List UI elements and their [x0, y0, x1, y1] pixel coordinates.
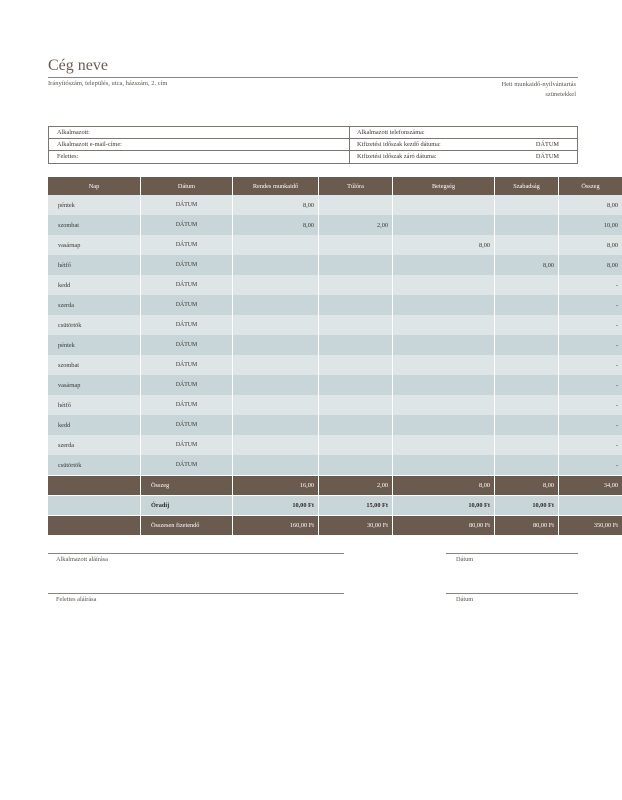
- vacation-hours-cell[interactable]: [495, 275, 559, 295]
- vacation-hours-cell[interactable]: 8,00: [495, 255, 559, 275]
- date-cell[interactable]: DÁTUM: [141, 275, 233, 295]
- vacation-hours-cell[interactable]: [495, 415, 559, 435]
- day-cell: hétfő: [48, 395, 141, 415]
- employee-date-label: Dátum: [456, 556, 474, 563]
- day-cell: hétfő: [48, 255, 141, 275]
- rate-row: [48, 495, 622, 515]
- header-divider: [48, 77, 578, 78]
- row-total-cell: -: [559, 415, 622, 435]
- sick-hours-cell[interactable]: [393, 275, 495, 295]
- day-cell: vasárnap: [48, 375, 141, 395]
- date-cell[interactable]: DÁTUM: [141, 235, 233, 255]
- employee-email-field[interactable]: [49, 139, 349, 151]
- employee-phone-label: Alkalmazott telefonszáma:: [357, 129, 425, 136]
- sick-hours-cell[interactable]: [393, 375, 495, 395]
- vacation-hours-cell[interactable]: [495, 435, 559, 455]
- sum-sick: 8,00: [393, 475, 495, 495]
- employee-field[interactable]: [49, 127, 349, 139]
- overtime-cell[interactable]: [319, 195, 393, 215]
- table-row: [48, 395, 622, 415]
- column-header-sick: Betegség: [393, 177, 495, 195]
- sick-hours-cell[interactable]: [393, 355, 495, 375]
- row-total-cell: 10,00: [559, 215, 622, 235]
- date-cell[interactable]: DÁTUM: [141, 415, 233, 435]
- manager-date-line[interactable]: [446, 593, 578, 594]
- rate-total: [559, 495, 622, 515]
- vacation-hours-cell[interactable]: [495, 195, 559, 215]
- row-total-cell: 8,00: [559, 195, 622, 215]
- sum-row-empty: [48, 475, 141, 495]
- date-cell[interactable]: DÁTUM: [141, 335, 233, 355]
- column-header-regular: Rendes munkaidő: [233, 177, 319, 195]
- row-total-cell: -: [559, 375, 622, 395]
- overtime-cell[interactable]: [319, 335, 393, 355]
- table-row: [48, 255, 622, 275]
- sum-label: Összeg: [141, 475, 233, 495]
- table-row: [48, 355, 622, 375]
- sick-hours-cell[interactable]: [393, 395, 495, 415]
- info-right-column: [349, 127, 577, 163]
- total-regular: 160,00 Ft: [233, 515, 319, 535]
- employee-phone-field[interactable]: [349, 127, 577, 139]
- table-row: [48, 295, 622, 315]
- timesheet-table: [48, 177, 622, 535]
- sick-hours-cell[interactable]: [393, 215, 495, 235]
- employee-signature-label: Alkalmazott aláírása: [56, 556, 108, 563]
- date-cell[interactable]: DÁTUM: [141, 195, 233, 215]
- column-header-total: Összeg: [559, 177, 622, 195]
- sick-hours-cell[interactable]: [393, 315, 495, 335]
- table-row: [48, 415, 622, 435]
- vacation-hours-cell[interactable]: [495, 215, 559, 235]
- sum-regular: 16,00: [233, 475, 319, 495]
- regular-hours-cell[interactable]: [233, 335, 319, 355]
- period-end-label: Kifizetési időszak záró dátuma:: [357, 153, 437, 160]
- overtime-cell[interactable]: [319, 255, 393, 275]
- total-pay: 350,00 Ft: [559, 515, 622, 535]
- table-row: [48, 195, 622, 215]
- sick-hours-cell[interactable]: [393, 455, 495, 475]
- document-title-line1: Heti munkaidő-nyilvántartás: [501, 81, 576, 88]
- date-cell[interactable]: DÁTUM: [141, 315, 233, 335]
- sick-hours-cell[interactable]: [393, 295, 495, 315]
- overtime-cell[interactable]: [319, 235, 393, 255]
- total-label: Összesen fizetendő: [141, 515, 233, 535]
- column-header-vacation: Szabadság: [495, 177, 559, 195]
- row-total-cell: -: [559, 435, 622, 455]
- company-name: Cég neve: [48, 57, 108, 74]
- regular-hours-cell[interactable]: [233, 355, 319, 375]
- day-cell: kedd: [48, 275, 141, 295]
- sick-hours-cell[interactable]: [393, 195, 495, 215]
- rate-row-empty: [48, 495, 141, 515]
- row-total-cell: -: [559, 455, 622, 475]
- sick-hours-cell[interactable]: [393, 435, 495, 455]
- manager-date-label: Dátum: [456, 596, 474, 603]
- day-cell: szerda: [48, 295, 141, 315]
- table-row: [48, 335, 622, 355]
- vacation-hours-cell[interactable]: [495, 355, 559, 375]
- regular-hours-cell[interactable]: [233, 235, 319, 255]
- table-header-row: [48, 177, 622, 195]
- table-row: [48, 315, 622, 335]
- date-cell[interactable]: DÁTUM: [141, 355, 233, 375]
- employee-label: Alkalmazott:: [57, 129, 90, 136]
- employee-email-label: Alkalmazott e-mail-címe:: [57, 141, 122, 148]
- regular-hours-cell[interactable]: [233, 295, 319, 315]
- row-total-cell: -: [559, 315, 622, 335]
- overtime-cell[interactable]: [319, 455, 393, 475]
- date-cell[interactable]: DÁTUM: [141, 215, 233, 235]
- column-header-date: Dátum: [141, 177, 233, 195]
- table-row: [48, 435, 622, 455]
- company-address: Irányítószám, település, utca, házszám, 2. cím: [48, 80, 168, 87]
- rate-vacation[interactable]: 10,00 Ft: [495, 495, 559, 515]
- overtime-cell[interactable]: [319, 315, 393, 335]
- date-cell[interactable]: DÁTUM: [141, 395, 233, 415]
- rate-label: Óradíj: [141, 495, 233, 515]
- regular-hours-cell[interactable]: [233, 395, 319, 415]
- day-cell: vasárnap: [48, 235, 141, 255]
- vacation-hours-cell[interactable]: [495, 295, 559, 315]
- sum-total: 34,00: [559, 475, 622, 495]
- day-cell: péntek: [48, 195, 141, 215]
- regular-hours-cell[interactable]: [233, 275, 319, 295]
- day-cell: szombat: [48, 355, 141, 375]
- table-row: [48, 275, 622, 295]
- row-total-cell: -: [559, 335, 622, 355]
- regular-hours-cell[interactable]: [233, 435, 319, 455]
- regular-hours-cell[interactable]: [233, 415, 319, 435]
- regular-hours-cell[interactable]: [233, 375, 319, 395]
- employee-info-box: [48, 126, 578, 164]
- vacation-hours-cell[interactable]: [495, 315, 559, 335]
- vacation-hours-cell[interactable]: [495, 395, 559, 415]
- day-cell: szombat: [48, 215, 141, 235]
- row-total-cell: -: [559, 355, 622, 375]
- sick-hours-cell[interactable]: 8,00: [393, 235, 495, 255]
- total-pay-row: [48, 515, 622, 535]
- day-cell: szerda: [48, 435, 141, 455]
- employee-date-line[interactable]: [446, 553, 578, 554]
- document-title: [416, 80, 576, 100]
- overtime-cell[interactable]: [319, 355, 393, 375]
- period-start-value: DÁTUM: [535, 141, 559, 148]
- regular-hours-cell[interactable]: [233, 315, 319, 335]
- overtime-cell[interactable]: [319, 415, 393, 435]
- sick-hours-cell[interactable]: [393, 255, 495, 275]
- period-end-field[interactable]: [349, 151, 577, 163]
- overtime-cell[interactable]: [319, 375, 393, 395]
- total-overtime: 30,00 Ft: [319, 515, 393, 535]
- overtime-cell[interactable]: 2,00: [319, 215, 393, 235]
- regular-hours-cell[interactable]: 8,00: [233, 195, 319, 215]
- row-total-cell: -: [559, 295, 622, 315]
- row-total-cell: 8,00: [559, 255, 622, 275]
- row-total-cell: 8,00: [559, 235, 622, 255]
- table-row: [48, 215, 622, 235]
- day-cell: péntek: [48, 335, 141, 355]
- table-row: [48, 455, 622, 475]
- manager-signature-line[interactable]: [48, 593, 344, 594]
- vacation-hours-cell[interactable]: [495, 455, 559, 475]
- total-vacation: 80,00 Ft: [495, 515, 559, 535]
- rate-regular[interactable]: 10,00 Ft: [233, 495, 319, 515]
- date-cell[interactable]: DÁTUM: [141, 295, 233, 315]
- rate-sick[interactable]: 10,00 Ft: [393, 495, 495, 515]
- column-header-day: Nap: [48, 177, 141, 195]
- sum-row: [48, 475, 622, 495]
- vacation-hours-cell[interactable]: [495, 375, 559, 395]
- day-cell: csütörtök: [48, 455, 141, 475]
- period-end-value: DÁTUM: [535, 153, 559, 160]
- sum-vacation: 8,00: [495, 475, 559, 495]
- document-title-line2: szünetekkel: [545, 91, 576, 98]
- total-sick: 80,00 Ft: [393, 515, 495, 535]
- vacation-hours-cell[interactable]: [495, 335, 559, 355]
- date-cell[interactable]: DÁTUM: [141, 375, 233, 395]
- info-left-column: [49, 127, 350, 163]
- day-cell: kedd: [48, 415, 141, 435]
- date-cell[interactable]: DÁTUM: [141, 255, 233, 275]
- manager-signature-label: Felettes aláírása: [56, 596, 97, 603]
- period-start-label: Kifizetési időszak kezdő dátuma:: [357, 141, 441, 148]
- table-row: [48, 375, 622, 395]
- vacation-hours-cell[interactable]: [495, 235, 559, 255]
- overtime-cell[interactable]: [319, 275, 393, 295]
- date-cell[interactable]: DÁTUM: [141, 435, 233, 455]
- day-cell: csütörtök: [48, 315, 141, 335]
- period-start-field[interactable]: [349, 139, 577, 151]
- regular-hours-cell[interactable]: [233, 255, 319, 275]
- row-total-cell: -: [559, 395, 622, 415]
- table-row: [48, 235, 622, 255]
- regular-hours-cell[interactable]: 8,00: [233, 215, 319, 235]
- sum-overtime: 2,00: [319, 475, 393, 495]
- regular-hours-cell[interactable]: [233, 455, 319, 475]
- column-header-overtime: Túlóra: [319, 177, 393, 195]
- overtime-cell[interactable]: [319, 395, 393, 415]
- manager-field[interactable]: [49, 151, 349, 163]
- manager-label: Felettes:: [57, 153, 79, 160]
- sick-hours-cell[interactable]: [393, 335, 495, 355]
- row-total-cell: -: [559, 275, 622, 295]
- sick-hours-cell[interactable]: [393, 415, 495, 435]
- total-row-empty: [48, 515, 141, 535]
- rate-overtime[interactable]: 15,00 Ft: [319, 495, 393, 515]
- overtime-cell[interactable]: [319, 295, 393, 315]
- employee-signature-line[interactable]: [48, 553, 344, 554]
- date-cell[interactable]: DÁTUM: [141, 455, 233, 475]
- overtime-cell[interactable]: [319, 435, 393, 455]
